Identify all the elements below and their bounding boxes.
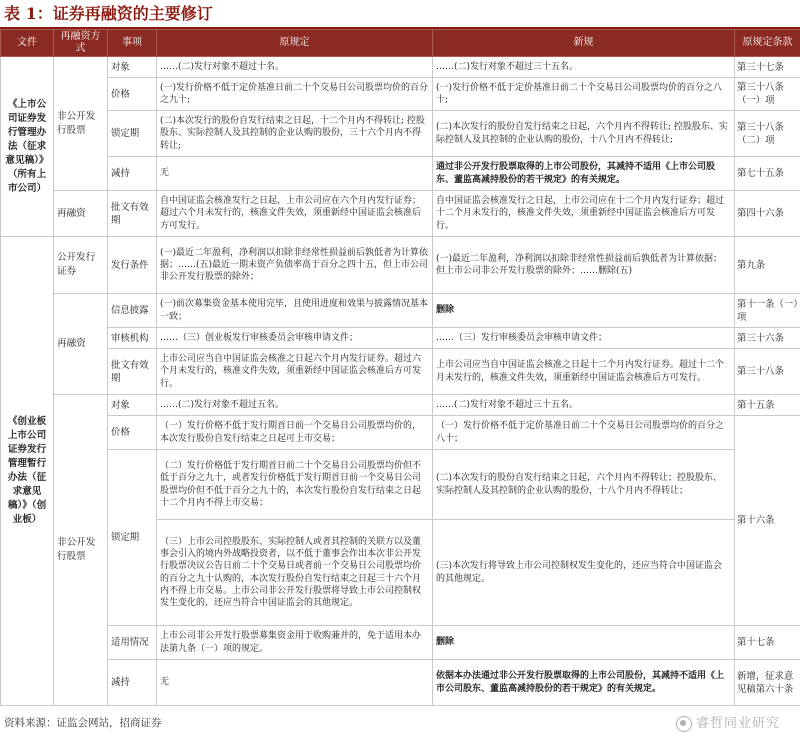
method-refinancing: 再融资 [54, 294, 108, 395]
old-rule-cell: (一)最近二年盈利，净利润以扣除非经常性损益前后孰低者为计算依据；……(五)最近一期末资产负债率高于百分之四十五，但上市公司非公开发行股票的除外； [157, 237, 433, 294]
table-row [1, 349, 800, 395]
table-title: 表 1：证券再融资的主要修订 [4, 4, 213, 23]
item-cell: 减持 [108, 157, 157, 191]
item-cell: 价格 [108, 416, 157, 450]
old-rule-cell: 上市公司非公开发行股票募集资金用于收购兼并的，免于适用本办法第九条（一）项的规定。 [157, 626, 433, 660]
old-rule-cell: 自中国证监会核准发行之日起，上市公司应在六个月内发行证券；超过六个月未发行的，核准文件失效，须重新经中国证监会核准后方可发行。 [157, 191, 433, 237]
method-private-placement: 非公开发行股票 [54, 395, 108, 706]
new-rule-cell: (一)最近二年盈利，净利润以扣除非经常性损益前后孰低者为计算依据；但上市公司非公开发行股票的除外；……删除(五) [433, 237, 735, 294]
old-rule-cell: （三）上市公司控股股东、实际控制人或者其控制的关联方以及董事会引入的境内外战略投资者，以不低于董事会作出本次非公开发行股票决议公告日前二十个交易日或者前一个交易日公司股票均价的百分之九十认购的，本次发行股份自发行结束之日起三十六个月内不得上市交易。上市公司非公开发行股票将导致上市公司控制权发生变化的，还应当符合中国证监会的其他规定。 [157, 520, 433, 626]
old-rule-cell: 无 [157, 660, 433, 706]
table-row [1, 395, 800, 416]
item-cell: 锁定期 [108, 111, 157, 157]
item-cell: 信息披露 [108, 294, 157, 328]
source-footnote: 资料来源：证监会网站，招商证券 [4, 717, 162, 729]
article-cell: 第十五条 [735, 395, 800, 416]
table-row [1, 294, 800, 328]
article-cell: 新增，征求意见稿第六十条 [735, 660, 800, 706]
watermark [676, 712, 780, 732]
old-rule-cell: (一)前次募集资金基本使用完毕，且使用进度和效果与披露情况基本一致； [157, 294, 433, 328]
article-cell: 第十六条 [735, 416, 800, 626]
article-cell: 第三十七条 [735, 57, 800, 78]
article-cell: 第九条 [735, 237, 800, 294]
header-old-rule: 原规定 [157, 30, 433, 57]
table-row [1, 328, 800, 349]
table-row [1, 450, 800, 520]
new-rule-cell: 删除 [433, 626, 735, 660]
old-rule-cell: （一）发行价格不低于发行期首日前一个交易日公司股票均价的，本次发行股份自发行结束之日起可上市交易； [157, 416, 433, 450]
old-rule-cell: ……（三）创业板发行审核委员会审核申请文件； [157, 328, 433, 349]
article-cell: 第三十八条（一）项 [735, 78, 800, 111]
new-rule-cell: 依据本办法通过非公开发行股票取得的上市公司股份，其减持不适用《上市公司股东、董监高减持股份的若干规定》的有关规定。 [433, 660, 735, 706]
new-rule-cell: (一)发行价格不低于定价基准日前二十个交易日公司股票均价的百分之八十; [433, 78, 735, 111]
header-method: 再融资方式 [54, 30, 108, 57]
watermark-text: 睿哲同业研究 [695, 716, 780, 731]
table-row [1, 660, 800, 706]
new-rule-cell: 删除 [433, 294, 735, 328]
old-rule-cell: （二）发行价格低于发行期首日前二十个交易日公司股票均价但不低于百分之九十，或者发行价格低于发行期首日前一个交易日公司股票均价但不低于百分之九十的，本次发行股份自发行结束之日起十二个月内不得上市交易； [157, 450, 433, 520]
header-item: 事项 [108, 30, 157, 57]
old-rule-cell: ……(二)发行对象不超过五名。 [157, 395, 433, 416]
article-cell: 第十七条 [735, 626, 800, 660]
article-cell: 第三十八条（二）项 [735, 111, 800, 157]
old-rule-cell: 上市公司应当自中国证监会核准之日起六个月内发行证券。超过六个月未发行的，核准文件失效，须重新经中国证监会核准后方可发行。 [157, 349, 433, 395]
header-file: 文件 [1, 30, 54, 57]
header-new-rule: 新规 [433, 30, 735, 57]
new-rule-cell: 通过非公开发行股票取得的上市公司股份，其减持不适用《上市公司股东、董监高减持股份的若干规定》的有关规定。 [433, 157, 735, 191]
doc-chinext: 《创业板上市公司证券发行管理暂行办法（征求意见稿）》（创业板） [1, 237, 54, 706]
old-rule-cell: ……(二)发行对象不超过十名。 [157, 57, 433, 78]
table-row [1, 237, 800, 294]
new-rule-cell: 自中国证监会核准发行之日起，上市公司应在十二个月内发行证券；超过十二个月未发行的，核准文件失效，须重新经中国证监会核准后方可发行。 [433, 191, 735, 237]
item-cell: 批文有效期 [108, 191, 157, 237]
doc-general: 《上市公司证券发行管理办法（征求意见稿）》（所有上市公司） [1, 57, 54, 237]
revision-table [0, 29, 800, 706]
new-rule-cell: ……(二)发行对象不超过三十五名。 [433, 57, 735, 78]
table-row [1, 111, 800, 157]
new-rule-cell: (二)本次发行的股份自发行结束之日起，六个月内不得转让；控股股东、实际控制人及其控制的企业认购的股份，十八个月内不得转让； [433, 450, 735, 520]
table-row [1, 78, 800, 111]
item-cell: 适用情况 [108, 626, 157, 660]
new-rule-cell: ……（三）发行审核委员会审核申请文件； [433, 328, 735, 349]
item-cell: 审核机构 [108, 328, 157, 349]
item-cell: 锁定期 [108, 450, 157, 626]
article-cell: 第七十五条 [735, 157, 800, 191]
new-rule-cell: (二)本次发行的股份自发行结束之日起，六个月内不得转让; 控股股东、实际控制人及其控制的企业认购的股份，十八个月内不得转让; [433, 111, 735, 157]
method-public-offering: 公开发行证券 [54, 237, 108, 294]
item-cell: 批文有效期 [108, 349, 157, 395]
new-rule-cell: 上市公司应当自中国证监会核准之日起十二个月内发行证券。超过十二个月未发行的，核准文件失效，须重新经中国证监会核准后方可发行。 [433, 349, 735, 395]
article-cell: 第三十六条 [735, 328, 800, 349]
method-refinancing: 再融资 [54, 191, 108, 237]
item-cell: 发行条件 [108, 237, 157, 294]
wechat-icon [676, 716, 692, 732]
item-cell: 对象 [108, 57, 157, 78]
table-header-row [1, 30, 800, 57]
old-rule-cell: (二)本次发行的股份自发行结束之日起，十二个月内不得转让; 控股股东、实际控制人及其控制的企业认购的股份，三十六个月内不得转让; [157, 111, 433, 157]
table-row [1, 57, 800, 78]
header-old-article: 原规定条款 [735, 30, 800, 57]
table-row [1, 157, 800, 191]
article-cell: 第十一条（一）项 [735, 294, 800, 328]
item-cell: 减持 [108, 660, 157, 706]
table-row [1, 191, 800, 237]
item-cell: 对象 [108, 395, 157, 416]
table-row [1, 626, 800, 660]
new-rule-cell: (三)本次发行将导致上市公司控制权发生变化的，还应当符合中国证监会的其他规定。 [433, 520, 735, 626]
new-rule-cell: ……(二)发行对象不超过三十五名。 [433, 395, 735, 416]
article-cell: 第三十八条 [735, 349, 800, 395]
item-cell: 价格 [108, 78, 157, 111]
article-cell: 第四十六条 [735, 191, 800, 237]
old-rule-cell: 无 [157, 157, 433, 191]
new-rule-cell: （一）发行价格不低于定价基准日前二十个交易日公司股票均价的百分之八十； [433, 416, 735, 450]
table-row [1, 416, 800, 450]
old-rule-cell: (一)发行价格不低于定价基准日前二十个交易日公司股票均价的百分之九十; [157, 78, 433, 111]
method-private-placement: 非公开发行股票 [54, 57, 108, 191]
